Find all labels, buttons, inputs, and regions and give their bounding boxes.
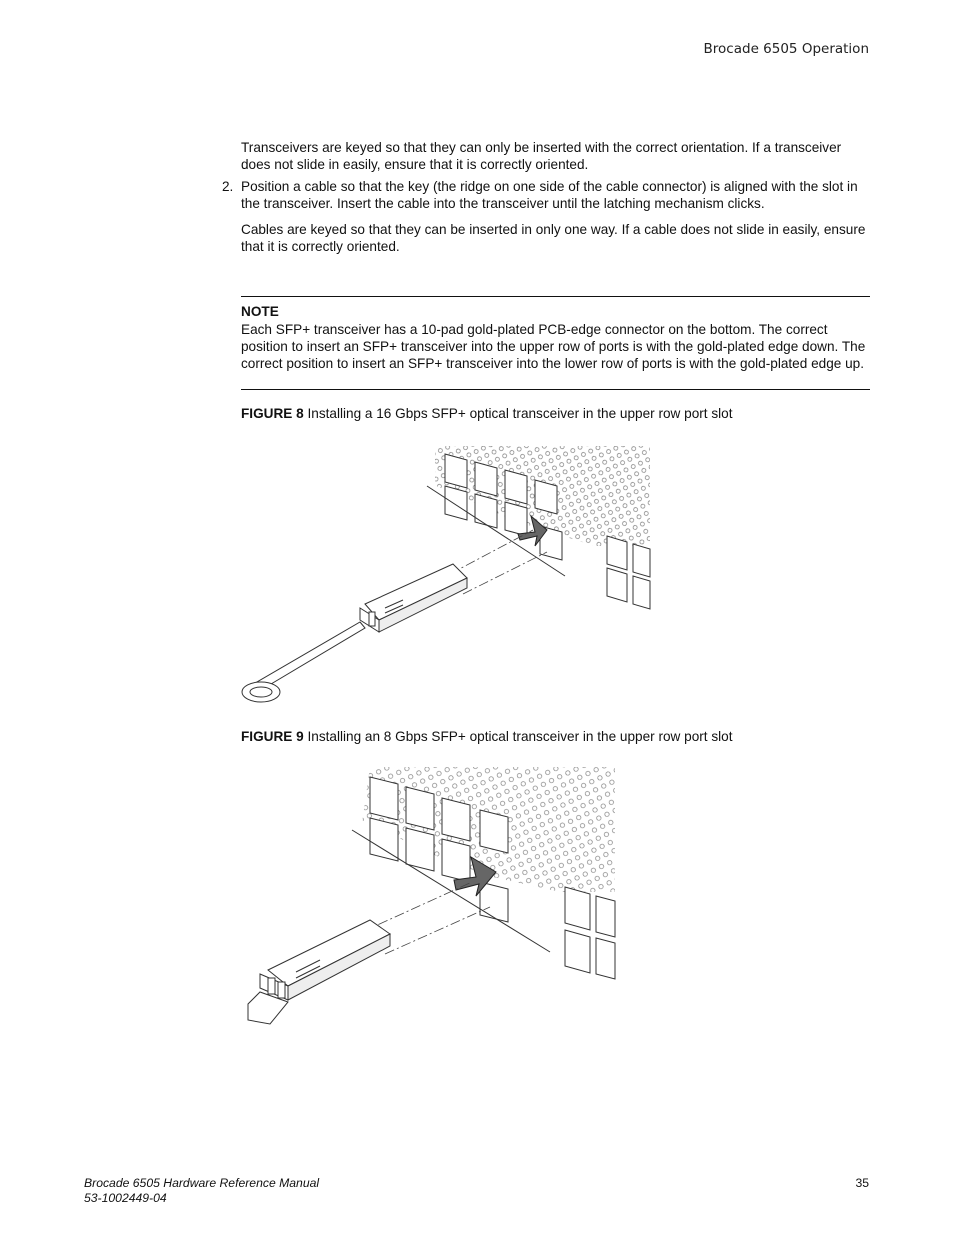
figure-8-label: FIGURE 8 <box>241 406 304 421</box>
figure-8-caption-text: Installing a 16 Gbps SFP+ optical transceiver in the upper row port slot <box>307 406 733 421</box>
note-top-rule <box>241 296 870 297</box>
step-number: 2. <box>222 179 234 194</box>
note-bottom-rule <box>241 389 870 390</box>
running-header: Brocade 6505 Operation <box>703 41 869 57</box>
sfp-transceiver <box>360 564 467 632</box>
sfp-transceiver <box>260 920 390 1000</box>
figure-9-caption-text: Installing an 8 Gbps SFP+ optical transceiver in the upper row port slot <box>307 729 733 744</box>
figure-8-caption <box>241 406 733 421</box>
step-2-text: Position a cable so that the key (the ridge on one side of the cable connector) is aligned with the slot in the transceiver. Insert the cable into the transceiver until the latching mechanism clicks. <box>241 179 858 211</box>
figure-9-caption <box>241 729 733 744</box>
paragraph-transceivers-keyed: Transceivers are keyed so that they can only be inserted with the correct orientation. If a transceiver does not slide in easily, ensure that it is correctly oriented. <box>241 140 842 172</box>
bail-latch <box>242 622 365 702</box>
note-title: NOTE <box>241 304 279 319</box>
figure-9-label: FIGURE 9 <box>241 729 304 744</box>
paragraph-cables-keyed: Cables are keyed so that they can be inserted in only one way. If a cable does not slide in easily, ensure that it is correctly oriented. <box>241 222 866 254</box>
footer-manual-title: Brocade 6505 Hardware Reference Manual <box>84 1176 320 1190</box>
figure-8-illustration <box>235 436 665 711</box>
footer-doc-number: 53-1002449-04 <box>84 1191 167 1205</box>
page-number: 35 <box>855 1176 869 1190</box>
figure-9-illustration <box>240 762 620 1030</box>
note-text: Each SFP+ transceiver has a 10-pad gold-plated PCB-edge connector on the bottom. The correct position to insert an SFP+ transceiver into the upper row of ports is with the gold-plated edge down. The correct position to insert an SFP+ transceiver into the lower row of ports is with the gold-plated edge up. <box>241 322 866 371</box>
